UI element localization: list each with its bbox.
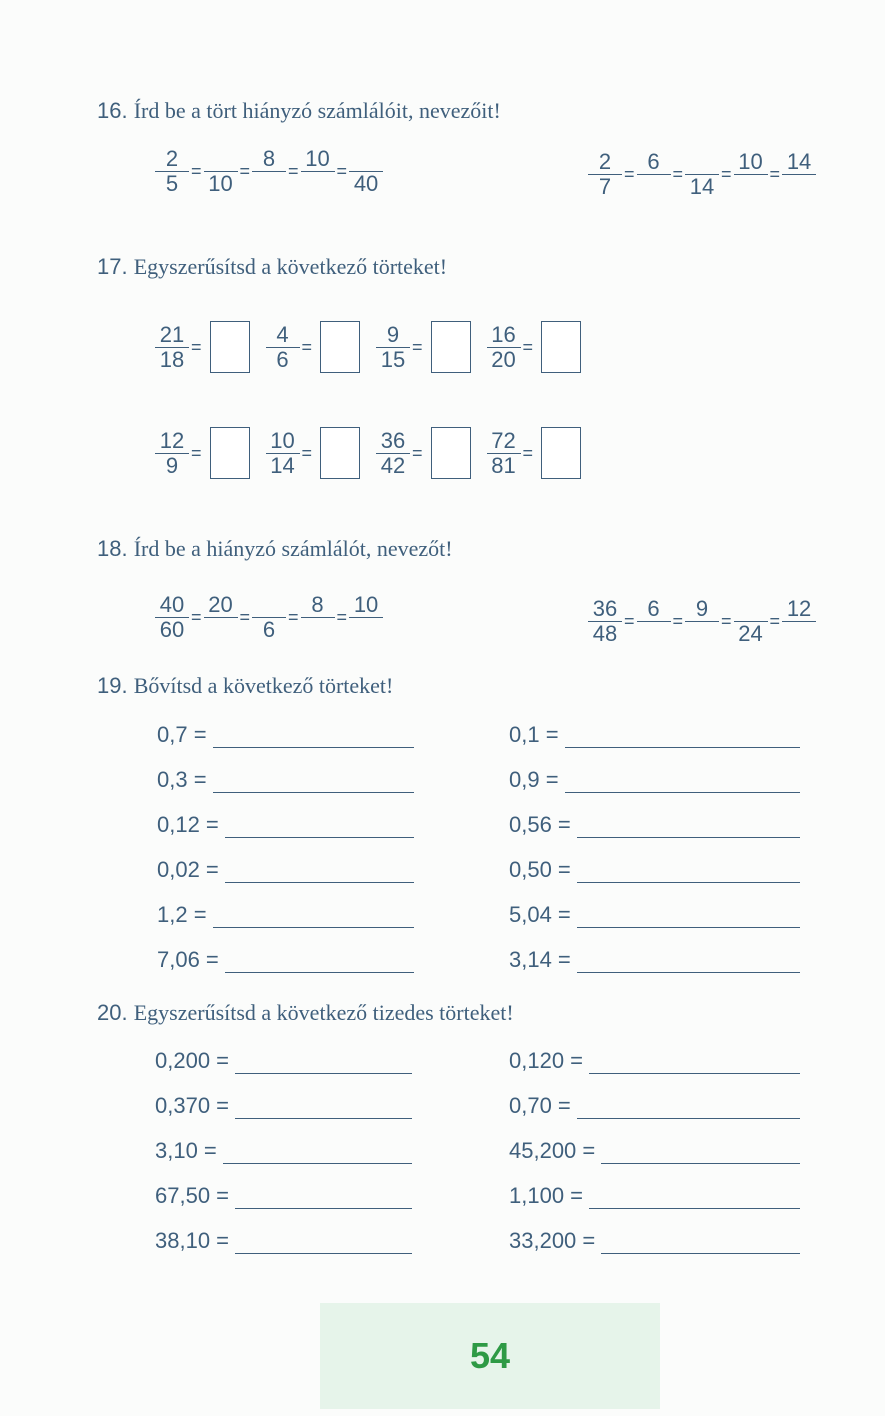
task-16-left-chain <box>157 147 381 196</box>
equals-sign: = <box>522 442 534 463</box>
fraction <box>206 147 236 196</box>
answer-line[interactable] <box>601 1141 800 1164</box>
decimal-label: 0,02 = <box>157 857 219 882</box>
decimal-item <box>509 1093 800 1119</box>
answer-line[interactable] <box>589 1051 800 1074</box>
answer-line[interactable] <box>589 1186 800 1209</box>
answer-line[interactable] <box>565 770 800 793</box>
equals-sign: = <box>624 164 635 184</box>
equals-sign: = <box>412 336 423 357</box>
denominator[interactable]: 5 <box>155 171 189 196</box>
fraction <box>351 593 381 642</box>
page-number: 54 <box>469 1335 511 1376</box>
equals-sign: = <box>191 161 202 181</box>
fraction <box>254 593 284 642</box>
fraction <box>303 147 333 196</box>
answer-box[interactable] <box>320 427 360 479</box>
numerator[interactable]: 8 <box>311 592 324 617</box>
answer-box[interactable] <box>210 427 250 479</box>
denominator[interactable] <box>637 621 671 646</box>
equals-sign: = <box>191 442 202 463</box>
answer-box[interactable] <box>431 427 471 479</box>
decimal-label: 7,06 = <box>157 947 219 972</box>
task-18-title <box>97 536 453 562</box>
answer-box[interactable] <box>541 321 581 373</box>
answer-box[interactable] <box>320 321 360 373</box>
decimal-item <box>157 722 414 748</box>
numerator[interactable]: 14 <box>786 149 812 174</box>
answer-line[interactable] <box>577 860 800 883</box>
fraction <box>157 147 187 196</box>
simplify-item <box>489 427 582 479</box>
decimal-label: 33,200 = <box>509 1228 596 1253</box>
denominator[interactable] <box>349 617 383 642</box>
task-20-title <box>97 1000 514 1026</box>
denominator[interactable] <box>685 621 719 646</box>
simplify-item <box>157 321 250 373</box>
numerator[interactable]: 40 <box>159 592 185 617</box>
numerator[interactable]: 10 <box>353 592 379 617</box>
answer-line[interactable] <box>235 1231 412 1254</box>
fraction <box>489 323 519 372</box>
task-16-title <box>97 98 501 124</box>
task-18-left-chain <box>157 593 381 642</box>
denominator[interactable]: 60 <box>155 617 189 642</box>
fraction <box>736 597 766 646</box>
numerator[interactable]: 10 <box>270 427 295 453</box>
answer-line[interactable] <box>213 770 414 793</box>
denominator[interactable]: 9 <box>155 453 189 478</box>
equals-sign: = <box>522 336 534 357</box>
decimal-label: 3,14 = <box>509 947 571 972</box>
decimal-label: 67,50 = <box>155 1183 230 1208</box>
equals-sign: = <box>624 611 635 631</box>
equals-sign: = <box>191 607 202 627</box>
fraction <box>351 147 381 196</box>
decimal-item <box>509 902 800 928</box>
fraction <box>157 429 187 478</box>
decimal-label: 1,100 = <box>509 1183 584 1208</box>
numerator[interactable]: 12 <box>159 427 185 453</box>
numerator[interactable]: 72 <box>491 427 516 453</box>
fraction <box>687 597 717 646</box>
simplify-item <box>268 321 361 373</box>
denominator[interactable]: 18 <box>155 347 189 372</box>
equals-sign: = <box>721 611 732 631</box>
equals-sign: = <box>301 442 313 463</box>
numerator[interactable] <box>700 150 704 174</box>
decimal-label: 0,50 = <box>509 857 571 882</box>
answer-box[interactable] <box>210 321 250 373</box>
fraction <box>784 597 814 646</box>
denominator[interactable] <box>782 174 816 199</box>
task-number: 19. <box>97 673 128 698</box>
decimal-item <box>157 767 414 793</box>
answer-line[interactable] <box>213 905 414 928</box>
equals-sign: = <box>191 336 202 357</box>
numerator[interactable]: 4 <box>276 321 289 347</box>
fraction <box>254 147 284 196</box>
simplify-item <box>378 427 471 479</box>
fraction <box>590 597 620 646</box>
fraction <box>736 150 766 199</box>
decimal-label: 0,9 = <box>509 767 559 792</box>
fraction <box>590 150 620 199</box>
answer-line[interactable] <box>225 950 414 973</box>
equals-sign: = <box>769 611 781 631</box>
task-instruction: Egyszerűsítsd a következő törteket! <box>133 254 448 279</box>
denominator[interactable]: 15 <box>376 347 410 372</box>
equals-sign: = <box>336 161 348 181</box>
task-instruction: Írd be a tört hiányzó számlálóit, nevezőit! <box>133 98 501 123</box>
fraction <box>268 429 298 478</box>
task-number: 17. <box>97 254 128 279</box>
decimal-item <box>509 1138 800 1164</box>
decimal-label: 1,2 = <box>157 902 207 927</box>
denominator[interactable]: 81 <box>487 453 521 478</box>
task-number: 16. <box>97 98 128 123</box>
decimal-label: 0,7 = <box>157 722 207 747</box>
equals-sign: = <box>239 607 251 627</box>
fraction <box>639 597 669 646</box>
fraction <box>206 593 236 642</box>
denominator[interactable] <box>301 171 335 196</box>
decimal-item <box>155 1228 412 1254</box>
answer-line[interactable] <box>601 1231 800 1254</box>
numerator[interactable] <box>364 147 368 171</box>
numerator[interactable]: 9 <box>386 321 400 347</box>
decimal-item <box>509 1228 800 1254</box>
task-instruction: Egyszerűsítsd a következő tizedes törteket! <box>133 1000 514 1025</box>
equals-sign: = <box>336 607 348 627</box>
simplify-item <box>157 427 250 479</box>
page-number-badge <box>320 1303 660 1409</box>
fraction <box>489 429 519 478</box>
task-number: 20. <box>97 1000 128 1025</box>
decimal-item <box>509 1048 800 1074</box>
numerator[interactable]: 21 <box>159 321 185 347</box>
fraction <box>268 323 298 372</box>
equals-sign: = <box>301 336 313 357</box>
denominator[interactable]: 14 <box>266 453 300 478</box>
denominator[interactable]: 40 <box>349 171 383 196</box>
numerator[interactable] <box>267 593 271 617</box>
numerator[interactable] <box>219 147 223 171</box>
decimal-item <box>509 767 800 793</box>
equals-sign: = <box>672 611 684 631</box>
decimal-item <box>509 812 800 838</box>
fraction <box>639 150 669 199</box>
numerator[interactable]: 20 <box>208 592 233 617</box>
numerator[interactable]: 8 <box>262 146 276 171</box>
decimal-label: 5,04 = <box>509 902 571 927</box>
decimal-label: 0,3 = <box>157 767 207 792</box>
decimal-item <box>157 812 414 838</box>
denominator[interactable] <box>204 617 238 642</box>
numerator[interactable]: 36 <box>380 427 406 453</box>
answer-box[interactable] <box>541 427 581 479</box>
decimal-label: 45,200 = <box>509 1138 596 1163</box>
answer-line[interactable] <box>225 815 414 838</box>
denominator[interactable] <box>734 174 768 199</box>
equals-sign: = <box>412 442 423 463</box>
decimal-label: 0,12 = <box>157 812 219 837</box>
answer-line[interactable] <box>225 860 414 883</box>
decimal-label: 0,56 = <box>509 812 571 837</box>
denominator[interactable]: 24 <box>734 621 768 646</box>
equals-sign: = <box>288 161 299 181</box>
decimal-item <box>157 857 414 883</box>
denominator[interactable]: 7 <box>588 174 622 199</box>
denominator[interactable]: 10 <box>204 171 238 196</box>
equals-sign: = <box>288 607 299 627</box>
answer-line[interactable] <box>213 725 414 748</box>
decimal-label: 0,1 = <box>509 722 559 747</box>
task-18-right-chain <box>590 597 814 646</box>
denominator[interactable]: 42 <box>376 453 410 478</box>
decimal-label: 0,370 = <box>155 1093 230 1118</box>
fraction <box>157 323 187 372</box>
answer-line[interactable] <box>235 1096 412 1119</box>
decimal-item <box>509 947 800 973</box>
numerator[interactable]: 9 <box>695 596 709 621</box>
simplify-item <box>489 321 582 373</box>
denominator[interactable] <box>301 617 335 642</box>
decimal-label: 3,10 = <box>155 1138 217 1163</box>
numerator[interactable]: 10 <box>738 149 763 174</box>
numerator[interactable]: 6 <box>647 149 660 174</box>
decimal-label: 0,120 = <box>509 1048 584 1073</box>
denominator[interactable]: 14 <box>685 174 719 199</box>
task-16-right-chain <box>590 150 814 199</box>
equals-sign: = <box>239 161 251 181</box>
answer-line[interactable] <box>235 1186 412 1209</box>
fraction <box>378 429 408 478</box>
fraction <box>687 150 717 199</box>
task-17-row-1 <box>157 321 599 373</box>
denominator[interactable]: 20 <box>487 347 521 372</box>
equals-sign: = <box>672 164 684 184</box>
answer-line[interactable] <box>565 725 800 748</box>
decimal-item <box>509 857 800 883</box>
answer-line[interactable] <box>223 1141 412 1164</box>
decimal-item <box>155 1093 412 1119</box>
decimal-item <box>157 902 414 928</box>
task-19-title <box>97 673 393 699</box>
answer-box[interactable] <box>431 321 471 373</box>
decimal-label: 0,200 = <box>155 1048 230 1073</box>
numerator[interactable]: 36 <box>592 596 618 621</box>
simplify-item <box>378 321 471 373</box>
denominator[interactable]: 48 <box>588 621 622 646</box>
task-instruction: Bővítsd a következő törteket! <box>133 673 394 698</box>
numerator[interactable]: 12 <box>786 596 812 621</box>
answer-line[interactable] <box>577 950 800 973</box>
denominator[interactable] <box>252 171 286 196</box>
numerator[interactable]: 16 <box>491 321 516 347</box>
task-instruction: Írd be a hiányzó számlálót, nevezőt! <box>133 536 453 561</box>
denominator[interactable] <box>637 174 671 199</box>
answer-line[interactable] <box>577 815 800 838</box>
fraction <box>784 150 814 199</box>
simplify-item <box>268 427 361 479</box>
decimal-item <box>155 1138 412 1164</box>
denominator[interactable]: 6 <box>252 617 286 642</box>
task-number: 18. <box>97 536 128 561</box>
task-17-title <box>97 254 447 280</box>
answer-line[interactable] <box>577 1096 800 1119</box>
numerator[interactable]: 10 <box>305 146 330 171</box>
task-17-row-2 <box>157 427 599 479</box>
decimal-item <box>509 1183 800 1209</box>
decimal-item <box>509 722 800 748</box>
numerator[interactable] <box>749 597 753 621</box>
answer-line[interactable] <box>577 905 800 928</box>
answer-line[interactable] <box>235 1051 412 1074</box>
decimal-label: 38,10 = <box>155 1228 230 1253</box>
numerator[interactable]: 6 <box>647 596 660 621</box>
decimal-item <box>155 1183 412 1209</box>
decimal-label: 0,70 = <box>509 1093 571 1118</box>
decimal-item <box>157 947 414 973</box>
numerator[interactable]: 2 <box>165 146 179 171</box>
denominator[interactable]: 6 <box>266 347 300 372</box>
equals-sign: = <box>721 164 732 184</box>
decimal-item <box>155 1048 412 1074</box>
equals-sign: = <box>769 164 781 184</box>
denominator[interactable] <box>782 621 816 646</box>
fraction <box>303 593 333 642</box>
fraction <box>378 323 408 372</box>
numerator[interactable]: 2 <box>598 149 612 174</box>
fraction <box>157 593 187 642</box>
